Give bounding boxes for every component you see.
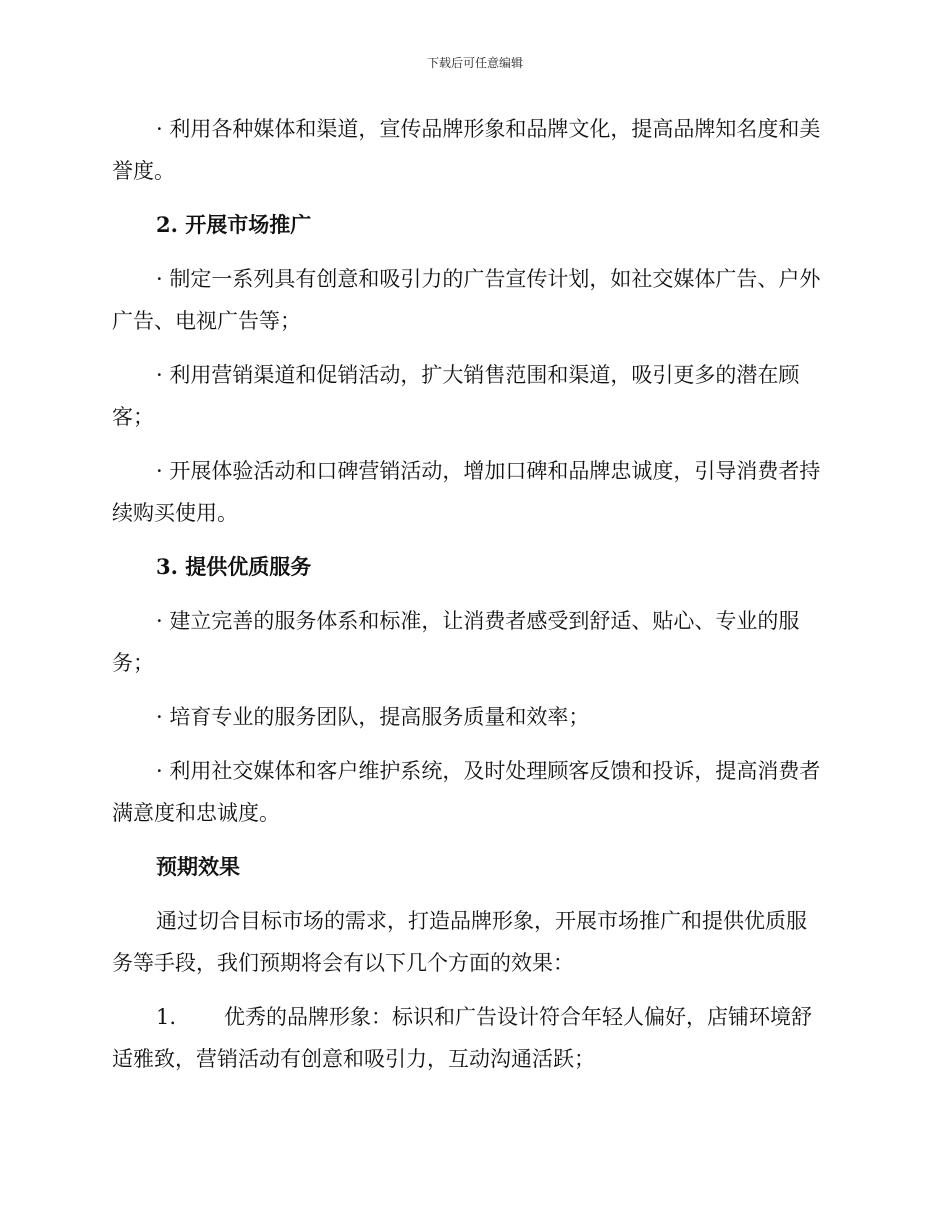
- paragraph: · 利用各种媒体和渠道，宣传品牌形象和品牌文化，提高品牌知名度和美誉度。: [112, 117, 821, 183]
- paragraph: · 培育专业的服务团队，提高服务质量和效率；: [156, 705, 590, 729]
- page-header: 下载后可任意编辑: [426, 56, 523, 70]
- section-heading: 2. 开展市场推广: [156, 212, 312, 237]
- section-heading: 3. 提供优质服务: [156, 554, 312, 579]
- paragraph: 通过切合目标市场的需求，打造品牌形象，开展市场推广和提供优质服务等手段，我们预期将会有以下几个方面的效果：: [112, 909, 807, 975]
- paragraph: · 利用社交媒体和客户维护系统，及时处理顾客反馈和投诉，提高消费者满意度和忠诚度。: [112, 759, 821, 825]
- paragraph: · 开展体验活动和口碑营销活动，增加口碑和品牌忠诚度，引导消费者持续购买使用。: [112, 459, 821, 525]
- paragraph: · 建立完善的服务体系和标准，让消费者感受到舒适、贴心、专业的服务；: [112, 609, 800, 675]
- numbered-item: [112, 996, 824, 1080]
- paragraph: · 利用营销渠道和促销活动，扩大销售范围和渠道，吸引更多的潜在顾客；: [112, 363, 800, 429]
- document-body: [112, 108, 824, 1092]
- paragraph: · 制定一系列具有创意和吸引力的广告宣传计划，如社交媒体广告、户外广告、电视广告等；: [112, 267, 821, 333]
- section-heading: 预期效果: [156, 854, 240, 879]
- list-number: 1.: [156, 1005, 177, 1029]
- list-item-text: 优秀的品牌形象：标识和广告设计符合年轻人偏好，店铺环境舒适雅致，营销活动有创意和吸引力，互动沟通活跃；: [112, 1005, 812, 1071]
